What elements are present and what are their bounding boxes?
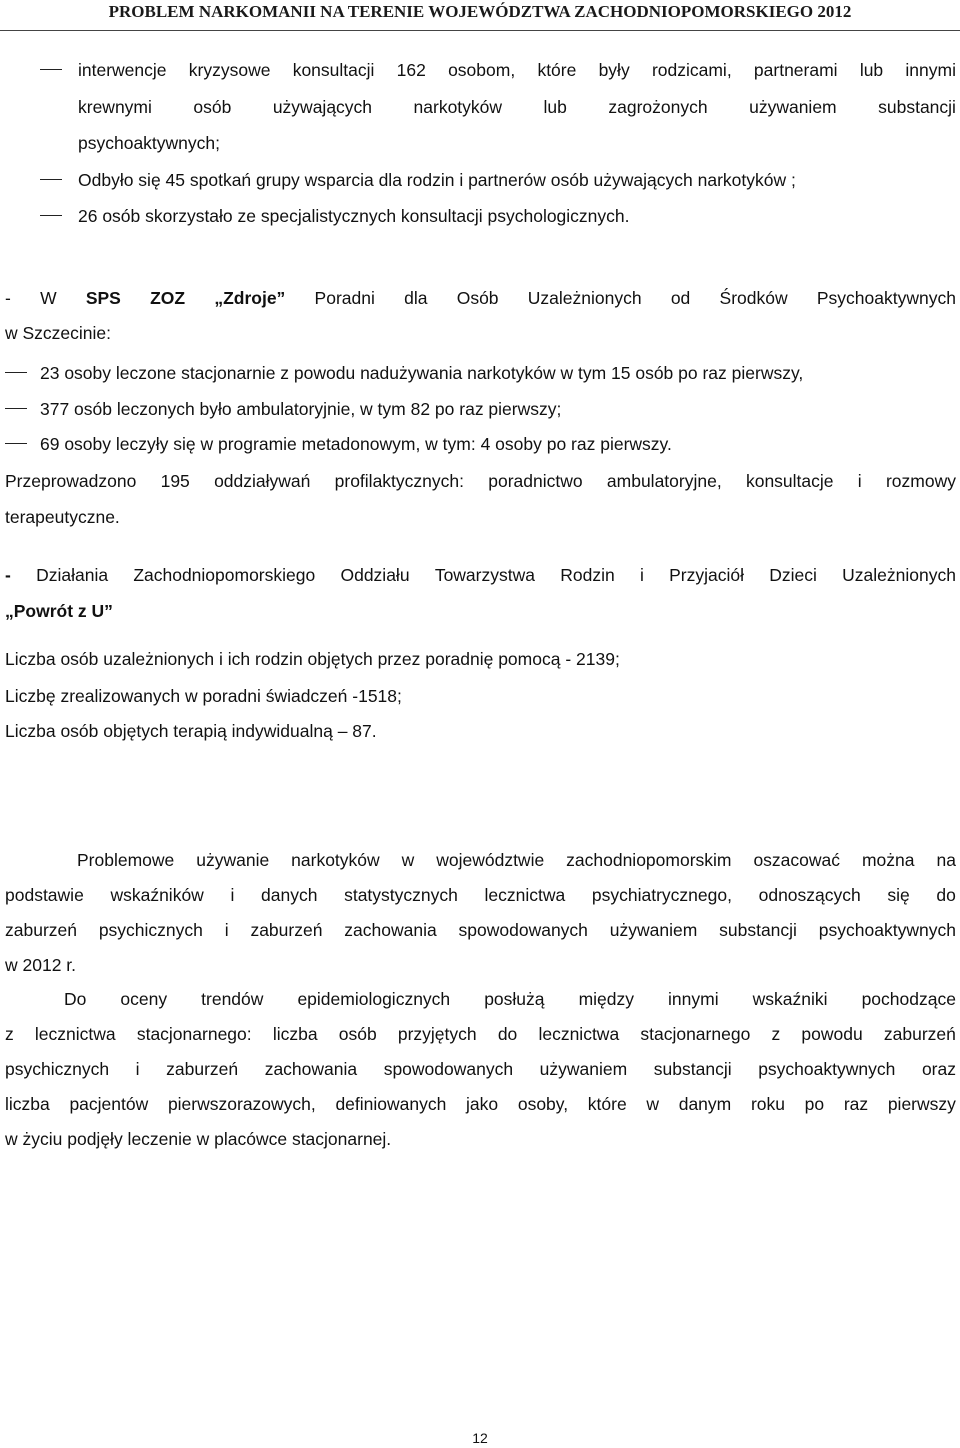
word: spowodowanych	[383, 1059, 514, 1079]
word: zaburzeń	[883, 1024, 956, 1044]
word: epidemiologicznych	[297, 989, 451, 1009]
word: w	[646, 1094, 660, 1114]
word: pochodzące	[861, 989, 956, 1009]
word: zachowania	[344, 920, 437, 940]
word: Do	[64, 989, 87, 1009]
header-rule	[0, 30, 960, 31]
section-heading-line: w Szczecinie:	[5, 323, 112, 343]
heading-word: Towarzystwa	[434, 565, 535, 585]
word: z	[771, 1024, 781, 1044]
bullet-dash	[5, 372, 27, 373]
heading-word: od	[670, 288, 691, 308]
heading-word: Zachodniopomorskiego	[133, 565, 316, 585]
section-heading-line	[5, 287, 956, 309]
list-item: Odbyło się 45 spotkań grupy wsparcia dla rodzin i partnerów osób używających narkotyków ;	[78, 170, 796, 190]
paragraph-line	[5, 1023, 956, 1045]
word: narkotyków	[291, 850, 380, 870]
heading-word: Rodzin	[560, 565, 615, 585]
word: z	[5, 1024, 14, 1044]
heading-word: Psychoaktywnych	[816, 288, 956, 308]
heading-word: Działania	[36, 565, 109, 585]
word: substancji	[878, 97, 956, 117]
paragraph-line: w życiu podjęły leczenie w placówce stacjonarnej.	[5, 1129, 392, 1149]
word: osób	[338, 1024, 377, 1044]
word: które	[587, 1094, 627, 1114]
word: krewnymi	[78, 97, 152, 117]
heading-sps: SPS	[85, 288, 121, 308]
organization-name: „Powrót z U”	[5, 601, 113, 621]
word: innymi	[905, 60, 956, 80]
stat-line: Liczba osób objętych terapią indywidualną – 87.	[5, 721, 377, 741]
heading-zoz: ZOZ	[150, 288, 186, 308]
word: osób	[193, 97, 232, 117]
word: powodu	[801, 1024, 863, 1044]
section-heading-line	[5, 564, 956, 586]
word: Problemowe	[77, 850, 175, 870]
heading-word: Dzieci	[769, 565, 817, 585]
paragraph-line	[77, 849, 956, 871]
word: 162	[396, 60, 426, 80]
word: między	[578, 989, 634, 1009]
heading-word: Uzależnionych	[842, 565, 956, 585]
word: pierwszy	[887, 1094, 956, 1114]
paragraph-line	[5, 1058, 956, 1080]
word: i	[135, 1059, 140, 1079]
word: zaburzeń	[166, 1059, 239, 1079]
stat-line: Liczbę zrealizowanych w poradni świadczeń -1518;	[5, 686, 402, 706]
paragraph-line	[5, 919, 956, 941]
word: zaburzeń	[5, 920, 77, 940]
word: do	[936, 885, 956, 905]
heading-word: i	[639, 565, 644, 585]
word: podstawie	[5, 885, 84, 905]
word: partnerami	[753, 60, 838, 80]
word: psychoaktywnych	[758, 1059, 896, 1079]
paragraph-line	[5, 470, 956, 492]
word: psychoaktywnych	[818, 920, 956, 940]
word: wskaźników	[110, 885, 204, 905]
word: które	[537, 60, 577, 80]
word: interwencje	[78, 60, 167, 80]
word: psychicznych	[5, 1059, 110, 1079]
word: danych	[261, 885, 318, 905]
word: posłużą	[484, 989, 545, 1009]
word: ambulatoryjne,	[606, 471, 722, 491]
word: i	[224, 920, 229, 940]
word: poradnictwo	[488, 471, 583, 491]
paragraph-line	[5, 884, 956, 906]
list-item: 23 osoby leczone stacjonarnie z powodu nadużywania narkotyków w tym 15 osób po raz pierwszy,	[40, 363, 804, 383]
word: jako	[466, 1094, 499, 1114]
paragraph-line: terapeutyczne.	[5, 507, 120, 527]
heading-word: Przyjaciół	[669, 565, 744, 585]
word: oszacować	[753, 850, 841, 870]
word: stacjonarnego	[640, 1024, 751, 1044]
word: Przeprowadzono	[5, 471, 137, 491]
bullet-dash	[5, 443, 27, 444]
word: rodzicami,	[651, 60, 732, 80]
heading-word: Środków	[719, 288, 788, 308]
word: używających	[272, 97, 373, 117]
running-header: PROBLEM NARKOMANII NA TERENIE WOJEWÓDZTWA ZACHODNIOPOMORSKIEGO 2012	[108, 2, 852, 21]
word: substancji	[719, 920, 797, 940]
heading-word: Uzależnionych	[527, 288, 642, 308]
word: rozmowy	[885, 471, 956, 491]
word: się	[887, 885, 910, 905]
bullet-dash	[40, 69, 62, 70]
word: przyjętych	[397, 1024, 477, 1044]
word: pierwszorazowych,	[167, 1094, 316, 1114]
word: danym	[678, 1094, 732, 1114]
word: używaniem	[609, 920, 698, 940]
word: zachowania	[264, 1059, 358, 1079]
word: pacjentów	[69, 1094, 149, 1114]
word: w	[401, 850, 415, 870]
bullet-dash	[40, 179, 62, 180]
word: wskaźniki	[752, 989, 828, 1009]
list-item: 69 osoby leczyły się w programie metadonowym, w tym: 4 osoby po raz pierwszy.	[40, 434, 672, 454]
stat-line: Liczba osób uzależnionych i ich rodzin objętych przez poradnię pomocą - 2139;	[5, 649, 620, 669]
list-item-line	[78, 96, 956, 118]
word: można	[861, 850, 915, 870]
word: lecznictwa	[34, 1024, 116, 1044]
word: innymi	[668, 989, 719, 1009]
list-item: 26 osób skorzystało ze specjalistycznych konsultacji psychologicznych.	[78, 206, 630, 226]
word: używanie	[196, 850, 270, 870]
paragraph-line	[5, 1093, 956, 1115]
word: oraz	[921, 1059, 956, 1079]
word: były	[598, 60, 630, 80]
word: na	[936, 850, 956, 870]
word: substancji	[653, 1059, 732, 1079]
word: roku	[750, 1094, 785, 1114]
word: statystycznych	[344, 885, 458, 905]
word: spowodowanych	[458, 920, 588, 940]
word: zachodniopomorskim	[566, 850, 732, 870]
word: konsultacje	[745, 471, 834, 491]
word: psychicznych	[98, 920, 203, 940]
word: zaburzeń	[250, 920, 323, 940]
word: lecznictwa	[484, 885, 566, 905]
heading-zdroje: „Zdroje”	[214, 288, 286, 308]
word: raz	[843, 1094, 869, 1114]
word: lecznictwa	[538, 1024, 620, 1044]
word: osoby,	[517, 1094, 569, 1114]
word: narkotyków	[413, 97, 503, 117]
paragraph-line: w 2012 r.	[5, 955, 77, 975]
word: używaniem	[749, 97, 837, 117]
word: województwie	[436, 850, 545, 870]
word: definiowanych	[335, 1094, 447, 1114]
word: liczba	[5, 1094, 50, 1114]
word: odnoszących	[758, 885, 861, 905]
word: lub	[543, 97, 567, 117]
word: po	[804, 1094, 825, 1114]
word: używaniem	[539, 1059, 628, 1079]
heading-word: Osób	[456, 288, 499, 308]
bullet-dash	[40, 215, 62, 216]
word: lub	[859, 60, 884, 80]
word: profilaktycznych:	[334, 471, 464, 491]
heading-word: Oddziału	[340, 565, 410, 585]
word: trendów	[201, 989, 264, 1009]
list-item-line	[78, 59, 956, 81]
heading-dash: -	[5, 565, 11, 585]
word: do	[497, 1024, 518, 1044]
heading-word: dla	[404, 288, 428, 308]
word: konsultacji	[292, 60, 375, 80]
word: zagrożonych	[608, 97, 708, 117]
word: osobom,	[448, 60, 516, 80]
word: i	[230, 885, 235, 905]
word: psychiatrycznego,	[591, 885, 732, 905]
word: 195	[160, 471, 190, 491]
heading-word: Poradni	[314, 288, 375, 308]
heading-dash: -	[5, 288, 11, 308]
list-item-line: psychoaktywnych;	[78, 133, 221, 153]
word: i	[857, 471, 862, 491]
word: liczba	[272, 1024, 318, 1044]
word: kryzysowe	[188, 60, 271, 80]
bullet-dash	[5, 408, 27, 409]
heading-word: W	[40, 288, 57, 308]
list-item: 377 osób leczonych było ambulatoryjnie, w tym 82 po raz pierwszy;	[40, 399, 562, 419]
paragraph-line	[64, 988, 956, 1010]
word: oceny	[120, 989, 168, 1009]
page-number: 12	[472, 1430, 488, 1446]
word: oddziaływań	[214, 471, 311, 491]
word: stacjonarnego:	[136, 1024, 252, 1044]
